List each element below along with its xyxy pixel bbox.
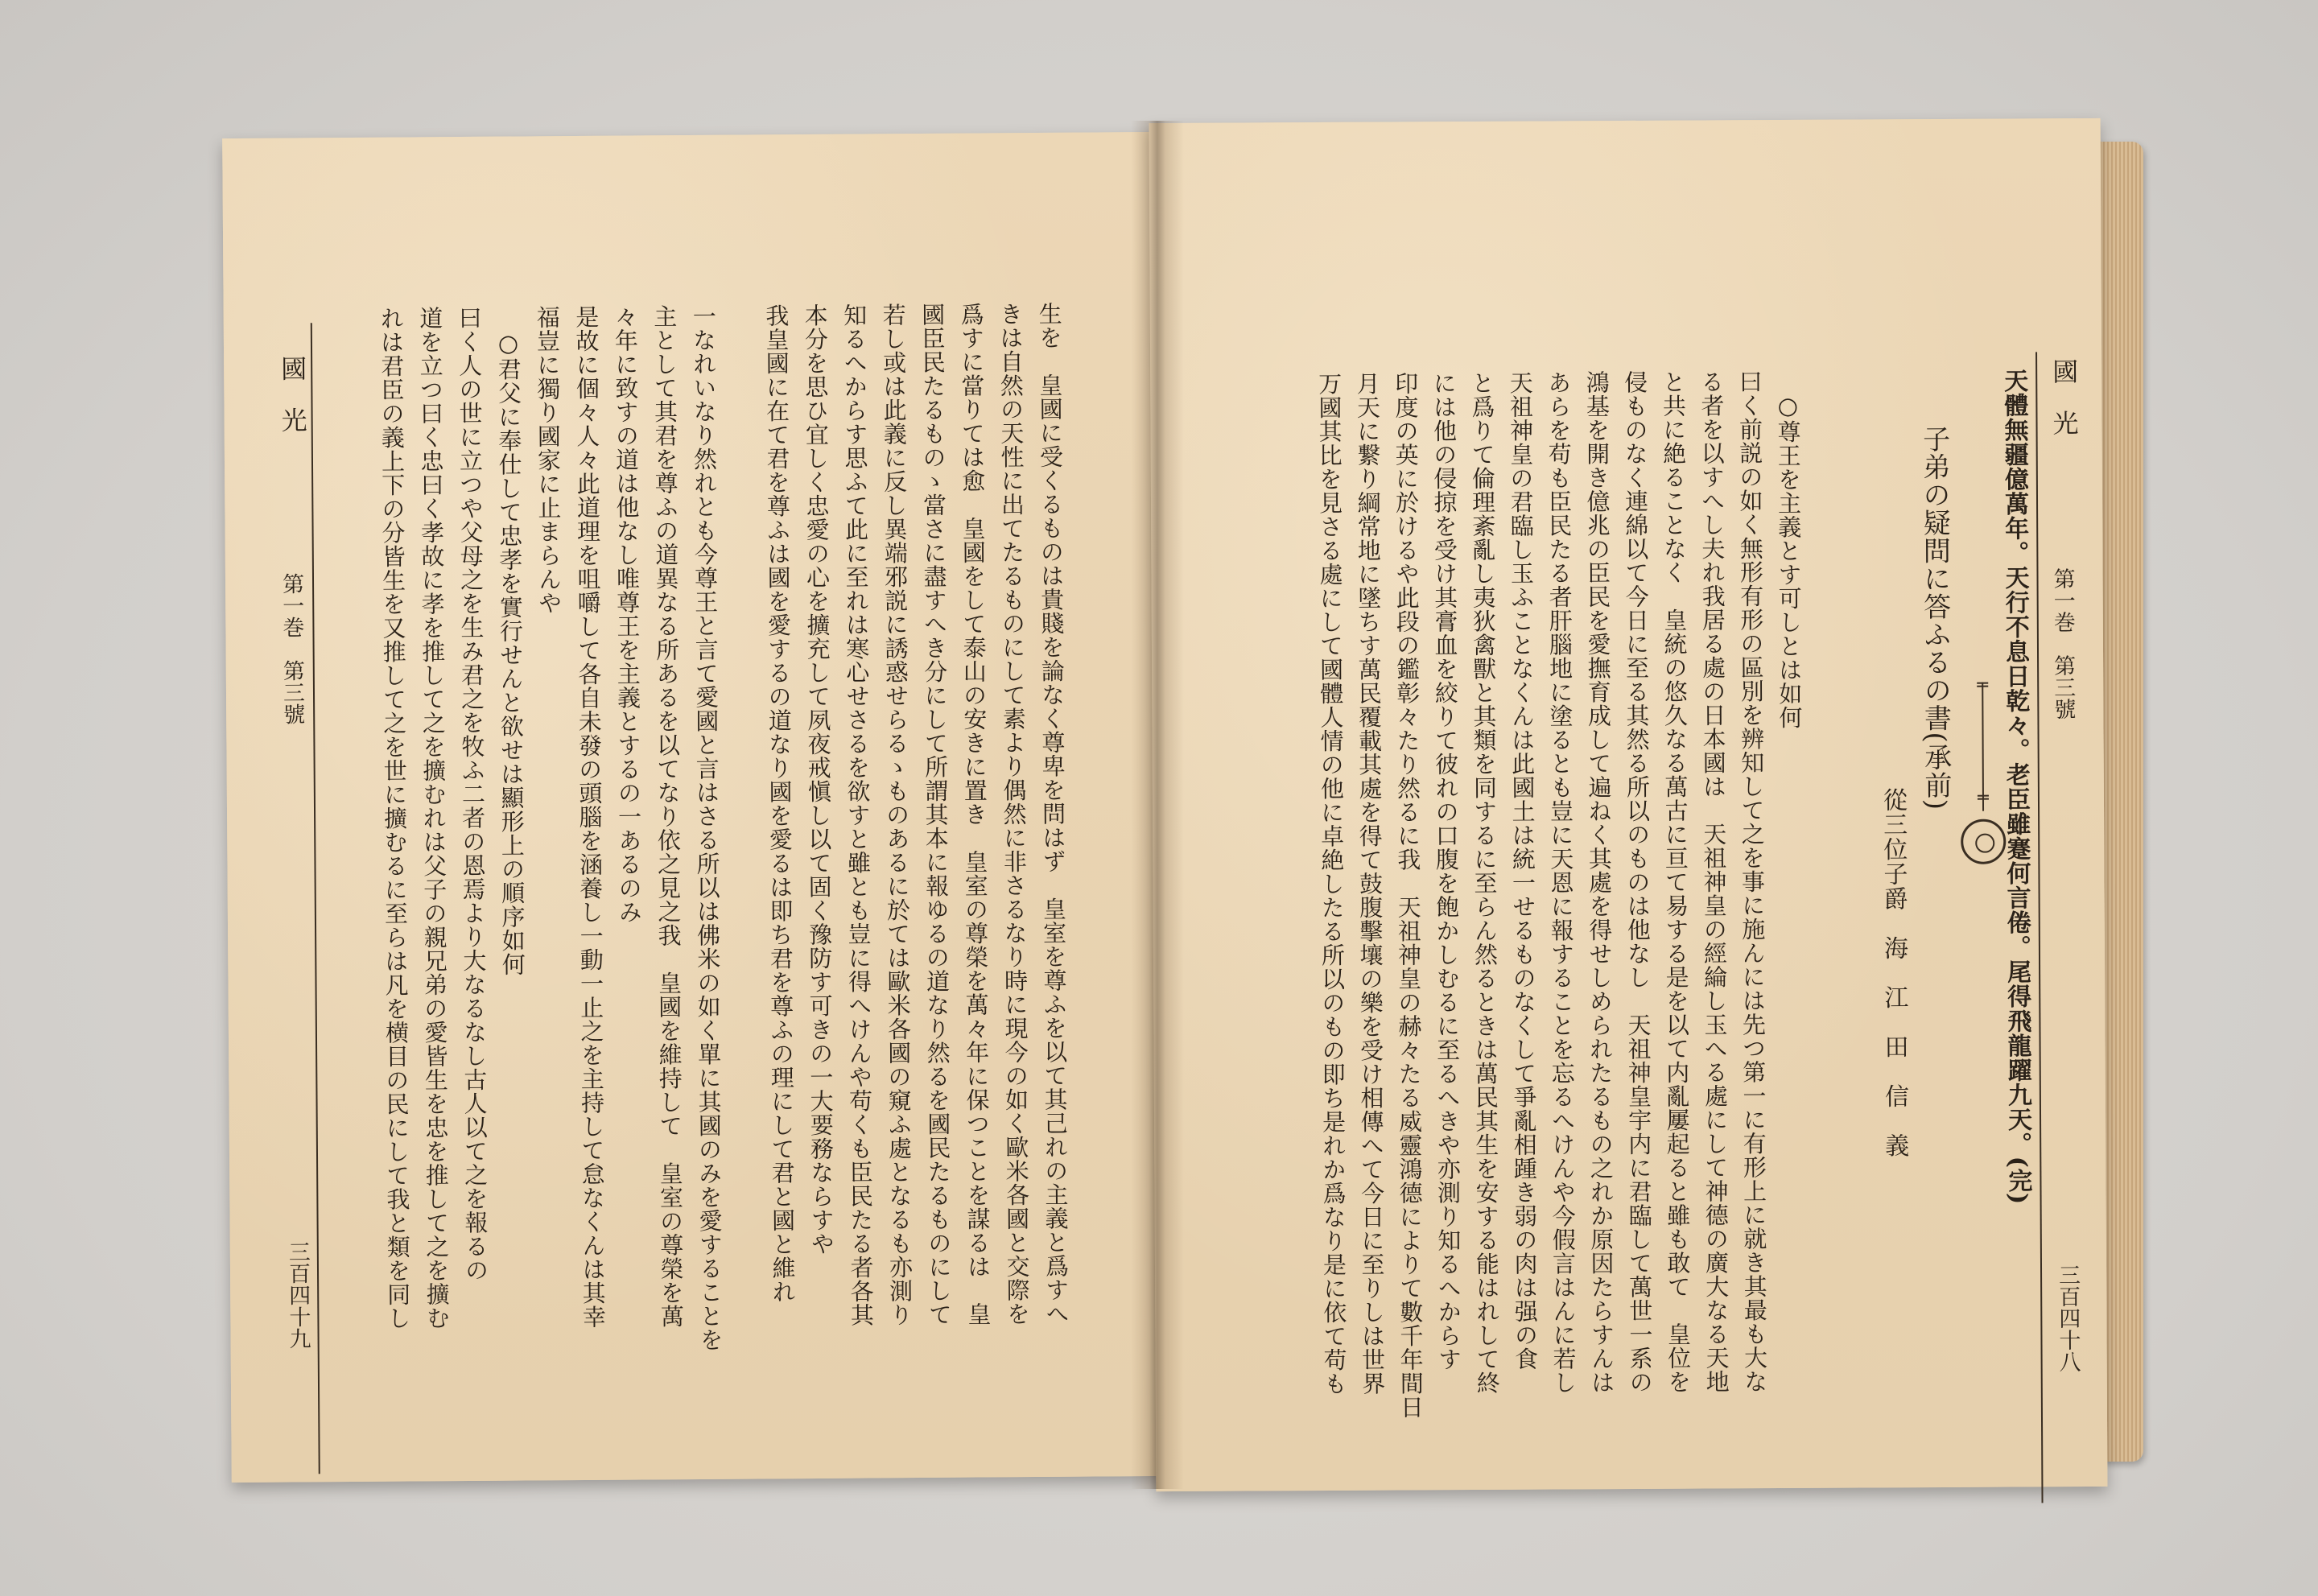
text-line: 侵ものなく連綿以て今日に至る其然る所以のものは他なし 天祖神皇宇内に君臨して萬世一系の <box>1621 369 1654 1394</box>
text-line: 本分を思ひ宜しく忠愛の心を擴充して夙夜戒愼し以て固く豫防す可きの一大要務ならすや <box>801 303 835 1256</box>
left-header-page-number: 三百四十九 <box>284 1240 311 1350</box>
ornament-rule <box>1982 683 1984 811</box>
text-line: れは君臣の義上下の分皆生を又推して之を世に擴むるに至らは凡を横目の民にして我と類を同し <box>377 306 412 1330</box>
right-header-volume-issue: 第一巻 第三號 <box>2049 567 2076 720</box>
right-header-page-number: 三百四十八 <box>2054 1264 2081 1373</box>
text-line: る者を以すへし夫れ我居る處の日本國は 天祖神皇の經綸し玉へる處にして神德の廣大なる天地 <box>1697 369 1730 1394</box>
text-line: あらを苟も臣民たる者肝腦地に塗るとも豈に天恩に報することを忘るへけんや今假言はんに若し <box>1545 370 1578 1395</box>
text-line: 主として其君を尊ふの道異なる所あるを以てなり依之見之我 皇國を維持して 皇室の尊榮を萬 <box>650 304 686 1329</box>
text-line: 福豈に獨り國家に止まらんや <box>533 305 563 615</box>
left-body-text-lower <box>300 304 731 1450</box>
left-header-title: 國 光 <box>277 355 308 433</box>
text-line: きは自然の天性に出てたるものにして素より偶然に非さるなり時に現今の如く歐米各國と交際を <box>996 302 1032 1326</box>
text-line: 我皇國に在て君を尊ふは國を愛するの道なり國を愛るは即ち君を尊ふの理にして君と國と維れ <box>762 303 797 1304</box>
left-page <box>222 132 1165 1483</box>
text-line: 國臣民たるものゝ當さに盡すへき分にして所謂其本に報ゆるの道なり然るを國民たるものにして <box>918 302 954 1326</box>
question-line: ○君父に奉仕して忠孝を實行せんと欲せは顯形上の順序如何 <box>494 305 526 976</box>
text-line: 道を立つ曰く忠曰く孝故に孝を推して之を擴むれは父子の親兄弟の愛皆生を忠を推して之を擴む <box>416 306 452 1330</box>
right-running-header <box>2042 358 2081 1477</box>
left-body-text-upper <box>723 302 1077 1447</box>
right-body-text <box>1186 369 1812 1483</box>
poem-text: 天體無疆億萬年。天行不息日乾々。老臣雖蹇何言倦。尾得飛龍躍九天。(完) <box>1999 368 2032 1205</box>
text-line: 月天に繋り綱常地に墜ちす萬民覆載其處を得て鼓腹擊壤の樂を受け相傳へて今日に至りしは世界 <box>1353 371 1387 1396</box>
right-header-title: 國 光 <box>2048 358 2080 436</box>
text-line: と共に絶ることなく 皇統の悠久なる萬古に亘て易する是を以て内亂屢起ると雖も敢て 皇位を <box>1659 369 1693 1394</box>
text-line: 々年に致すの道は他なし唯尊王を主義とするの一あるのみ <box>611 304 644 924</box>
ornament-mark <box>1978 795 1989 800</box>
text-line: 鴻基を開き億兆の臣民を愛撫育成して遍ねく其處を得せしめられたるもの之れか原因たらすんは <box>1582 370 1616 1395</box>
question-line: ○尊王を主義とす可しとは如何 <box>1774 391 1804 730</box>
text-line: 生を 皇國に受くるものは貴賤を論なく尊卑を問はず 皇室を尊ふを以て其己れの主義と爲すへ <box>1035 301 1070 1326</box>
text-line: 爲すに當りては愈 皇國をして泰山の安きに置き 皇室の尊榮を萬々年に保つことを謀るは 皇 <box>957 302 992 1326</box>
right-page <box>1149 118 2108 1491</box>
text-line: 若し或は此義に反し異端邪説に誘惑せらるゝものあるに於ては歐米各國の窺ふ處となるも亦測り <box>879 303 914 1327</box>
article-heading <box>1834 369 1961 1480</box>
text-line: には他の侵掠を受け其膏血を絞りて彼れの口腹を飽かしむるに至るへきや亦測り知るへからす <box>1429 371 1463 1371</box>
text-line: 万國其比を見さる處にして國體人情の他に卓絶したる所以のもの即ち是れか爲なり是に依て苟も <box>1315 371 1348 1396</box>
ornament-mark <box>1977 683 1988 687</box>
text-line: 是故に個々人々此道理を咀嚼して各自未發の頭腦を涵養し一動一止之を主持して怠なくんは其幸 <box>572 304 608 1329</box>
text-line: 曰く前説の如く無形有形の區別を辨知して之を事に施んには先つ第一に有形上に就き其最も大な <box>1735 369 1769 1394</box>
ornament-circle-icon <box>1961 819 2006 864</box>
left-header-volume-issue: 第一巻 第三號 <box>278 572 305 725</box>
article-author: 從三位子爵 海 江 田 信 義 <box>1878 787 1909 1158</box>
poem-line <box>1987 368 2043 1478</box>
article-title: 子弟の疑問に答ふるの書(承前) <box>1917 424 1953 810</box>
text-line: 知るへからす思ふて此に至れは寒心せさるを欲すと雖とも豈に得へけんや苟くも臣民たる者各其 <box>840 303 876 1327</box>
text-line: 曰く人の世に立つや父母之を生み君之を牧ふ二者の恩焉より大なるなし古人以て之を報るの <box>455 305 490 1282</box>
text-line: 天祖神皇の君臨し玉ふことなくんは此國土は統一せるものなくして爭亂相踵き弱の肉は强の食 <box>1506 370 1540 1371</box>
text-line: 印度の英に於けるや此段の鑑彰々たり然るに我 天祖神皇の赫々たる威靈鴻德によりて數千年間日 <box>1392 371 1425 1420</box>
text-line: 一なれいなり然れとも今尊王と言て愛國と言はさる所以は佛米の如く單に其國のみを愛することを <box>689 303 724 1352</box>
text-line: と爲りて倫理紊亂し夷狄禽獸と其類を同するに至らん然るときは萬民其生を安する能はれして終 <box>1468 370 1501 1395</box>
